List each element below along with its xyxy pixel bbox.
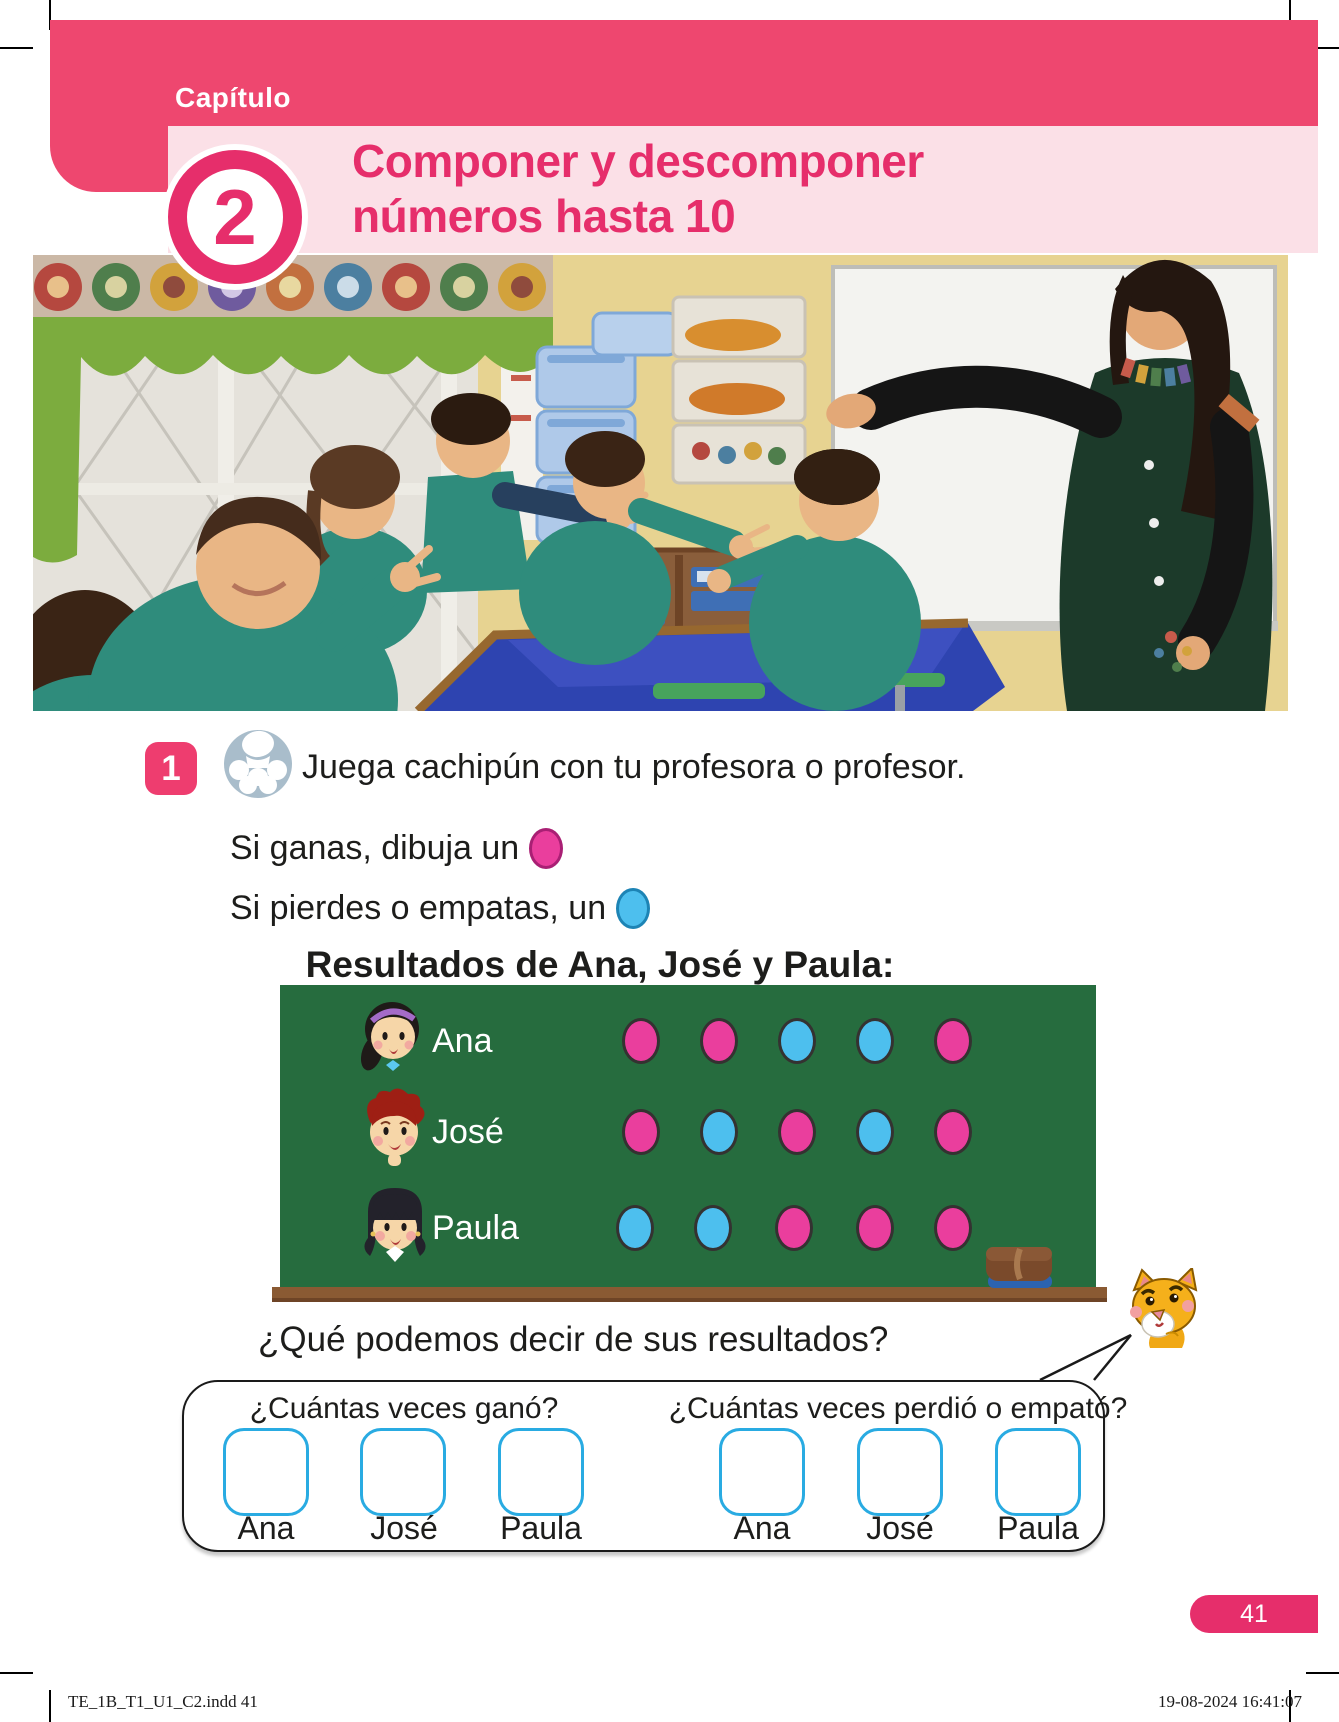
result-dot — [856, 1205, 894, 1251]
answer-box-wins-jose[interactable] — [360, 1428, 446, 1516]
result-dot — [700, 1018, 738, 1064]
result-dot — [622, 1018, 660, 1064]
jose-avatar-icon — [360, 1086, 428, 1174]
result-dot — [616, 1205, 654, 1251]
crop-mark — [0, 47, 33, 49]
board-row-paula — [280, 1182, 1096, 1274]
result-dot — [934, 1018, 972, 1064]
group-work-icon — [222, 728, 294, 800]
result-dot — [934, 1205, 972, 1251]
chapter-label: Capítulo — [175, 82, 291, 113]
eraser-icon — [986, 1245, 1054, 1290]
activity-number: 1 — [161, 748, 181, 788]
answer-box-wins-ana[interactable] — [223, 1428, 309, 1516]
answer-box-losses-jose[interactable] — [857, 1428, 943, 1516]
answer-label: Paula — [500, 1510, 582, 1546]
win-rule — [230, 828, 563, 869]
chapter-title-line2: números hasta 10 — [352, 190, 736, 242]
chalkboard — [280, 985, 1096, 1287]
answer-label: Paula — [997, 1510, 1079, 1546]
footer-datetime: 19-08-2024 16:41:07 — [1158, 1692, 1303, 1711]
board-row-jose — [280, 1086, 1096, 1178]
crop-mark — [0, 1672, 33, 1674]
result-dot — [778, 1109, 816, 1155]
pink-counter-icon — [529, 828, 563, 869]
chapter-number-badge — [168, 150, 302, 284]
answer-label: Ana — [733, 1510, 791, 1546]
answer-box-losses-ana[interactable] — [719, 1428, 805, 1516]
answer-label: José — [370, 1510, 438, 1546]
result-dot — [622, 1109, 660, 1155]
result-dot — [775, 1205, 813, 1251]
board-row-name: Paula — [432, 1208, 519, 1247]
classroom-photo — [33, 255, 1288, 711]
answer-box-losses-paula[interactable] — [995, 1428, 1081, 1516]
chalkboard-tray — [272, 1287, 1107, 1302]
answer-label: José — [866, 1510, 934, 1546]
blue-counter-icon — [616, 888, 650, 929]
ana-avatar-icon — [360, 995, 424, 1079]
page-number: 41 — [1240, 1599, 1268, 1628]
page-number-pill — [1190, 1595, 1318, 1633]
result-dot — [856, 1018, 894, 1064]
question-losses: ¿Cuántas veces perdió o empató? — [668, 1392, 1128, 1425]
lose-rule — [230, 888, 650, 929]
cat-mascot — [1116, 1268, 1208, 1350]
question-wins: ¿Cuántas veces ganó? — [249, 1392, 559, 1425]
chapter-title — [352, 134, 924, 244]
chapter-title-line1: Componer y descomponer — [352, 135, 924, 187]
board-row-ana — [280, 995, 1096, 1087]
result-dot — [856, 1109, 894, 1155]
board-row-name: José — [432, 1112, 504, 1151]
chapter-number: 2 — [213, 173, 257, 261]
activity-number-badge — [145, 742, 197, 795]
paula-avatar-icon — [360, 1182, 430, 1272]
crop-mark — [49, 1690, 51, 1722]
win-rule-text: Si ganas, dibuja un — [230, 829, 520, 867]
answer-label: Ana — [237, 1510, 295, 1546]
activity-instruction: Juega cachipún con tu profesora o profesor. — [302, 748, 966, 786]
board-row-name: Ana — [432, 1021, 493, 1060]
footer-file-info: TE_1B_T1_U1_C2.indd 41 — [68, 1692, 258, 1711]
result-dot — [778, 1018, 816, 1064]
answer-box-wins-paula[interactable] — [498, 1428, 584, 1516]
result-dot — [700, 1109, 738, 1155]
result-dot — [934, 1109, 972, 1155]
crop-mark — [1306, 1672, 1339, 1674]
reflection-question: ¿Qué podemos decir de sus resultados? — [258, 1320, 889, 1359]
lose-rule-text: Si pierdes o empatas, un — [230, 889, 607, 927]
results-heading: Resultados de Ana, José y Paula: — [305, 944, 895, 985]
result-dot — [694, 1205, 732, 1251]
